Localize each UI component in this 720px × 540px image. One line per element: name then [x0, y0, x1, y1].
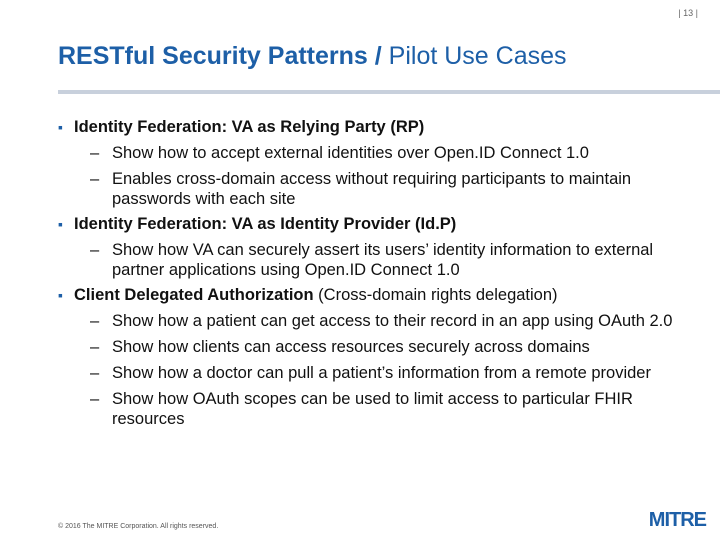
- sub-bullet: – Enables cross-domain access without requiring participants to maintain passwords with each site: [74, 169, 698, 209]
- bullet-list: [58, 118, 698, 435]
- mitre-logo: MITRE: [648, 509, 706, 531]
- bullet-heading: Identity Federation: VA as Relying Party (RP): [74, 118, 425, 136]
- sub-bullet: – Show how OAuth scopes can be used to limit access to particular FHIR resources: [74, 389, 698, 429]
- slide-title: [58, 42, 567, 71]
- sub-bullet: – Show how to accept external identities over Open.ID Connect 1.0: [74, 143, 698, 163]
- bullet-item: [58, 118, 698, 209]
- bullet-item: [58, 215, 698, 280]
- title-bold: RESTful Security Patterns /: [58, 42, 382, 70]
- title-divider: [58, 90, 720, 94]
- title-normal: Pilot Use Cases: [388, 42, 567, 70]
- bullet-heading: Client Delegated Authorization: [74, 286, 314, 304]
- bullet-item: [58, 286, 698, 429]
- copyright-footer: © 2016 The MITRE Corporation. All rights reserved.: [58, 523, 219, 530]
- sub-bullet: – Show how a doctor can pull a patient’s information from a remote provider: [74, 363, 698, 383]
- sub-bullet: – Show how a patient can get access to their record in an app using OAuth 2.0: [74, 311, 698, 331]
- sub-bullet: – Show how clients can access resources securely across domains: [74, 337, 698, 357]
- bullet-heading: Identity Federation: VA as Identity Provider (Id.P): [74, 215, 457, 233]
- page-number: | 13 |: [678, 8, 698, 18]
- bullet-rest: (Cross-domain rights delegation): [313, 286, 558, 304]
- sub-bullet: – Show how VA can securely assert its users’ identity information to external partner applications using Open.ID Connect 1.0: [74, 240, 698, 280]
